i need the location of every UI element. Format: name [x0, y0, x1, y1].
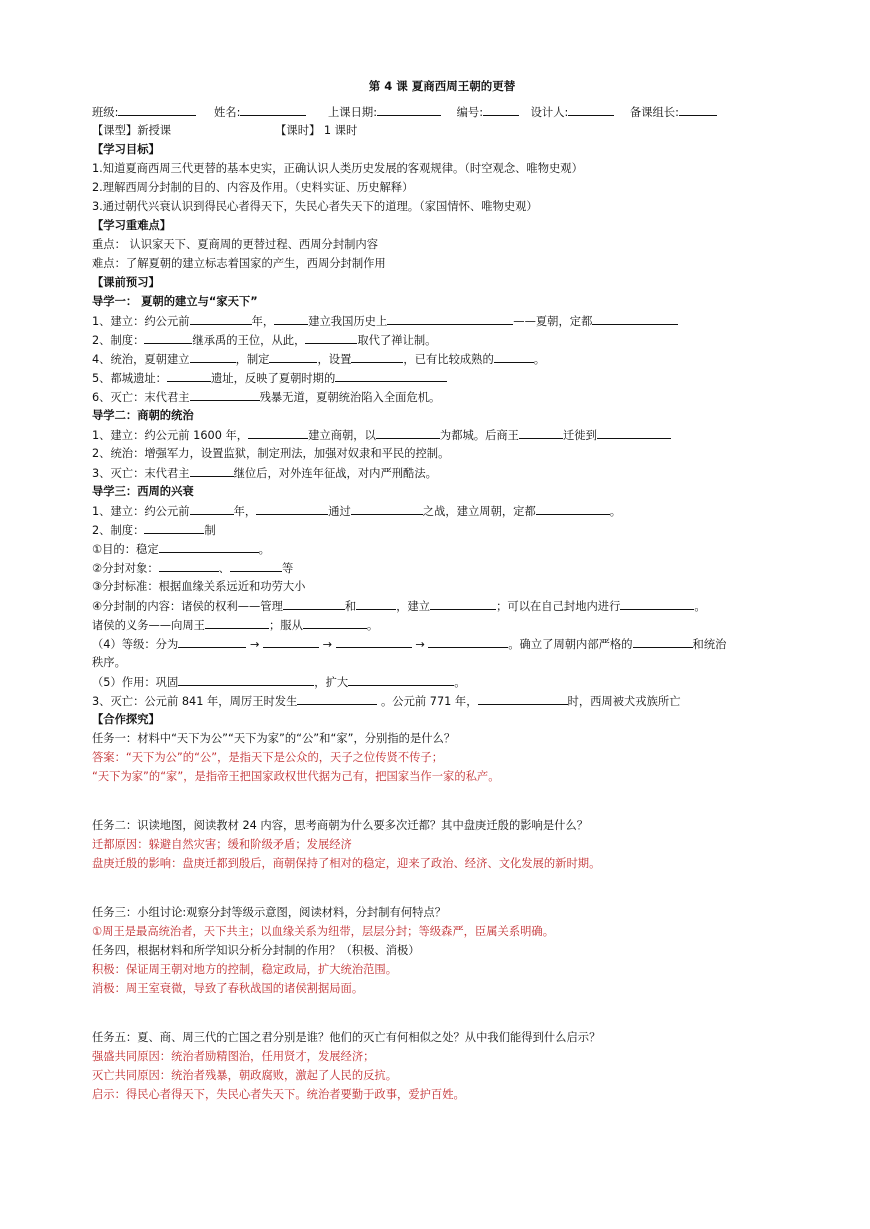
task-2-answer-1: 迁都原因：躲避自然灾害；缓和阶级矛盾；发展经济	[92, 838, 352, 851]
task-1-answer-1: 答案：“天下为公”的“公”，是指天下是公众的，天子之位传贤不传子；	[92, 751, 444, 764]
blank-designer[interactable]	[568, 102, 614, 116]
guide-3-targets: ②分封对象： 、 等	[92, 558, 792, 577]
worksheet	[92, 76, 792, 1104]
section-cooperation: 【合作探究】	[92, 713, 160, 726]
task-5-question: 任务五：夏、商、周三代的亡国之君分别是谁？他们的灭亡有何相似之处？从中我们能得到什么启示？	[92, 1031, 601, 1044]
section-key-points: 【学习重难点】	[92, 219, 172, 232]
lesson-title: 第 4 课 夏商西周王朝的更替	[368, 79, 516, 93]
guide-3-levels-cont: 秩序。	[92, 656, 126, 669]
course-type-row: 【课型】新授课 【课时】 1 课时	[92, 124, 358, 137]
blank-name[interactable]	[240, 102, 306, 116]
info-row: 班级: 姓名: 上课日期: 编号: 设计人: 备课组长:	[92, 102, 792, 121]
guide-2-item-3: 3、灭亡：末代君主 继位后，对外连年征战，对内严刑酷法。	[92, 463, 792, 482]
task-5-answer-2: 灭亡共同原因：统治者残暴，朝政腐败，激起了人民的反抗。	[92, 1069, 398, 1082]
guide-3-effect: （5）作用：巩固 ，扩大 。	[92, 672, 792, 691]
task-1-question: 任务一：材料中“天下为公”“天下为家”的“公”和“家”，分别指的是什么？	[92, 732, 456, 745]
guide-2-title: 导学二：商朝的统治	[92, 409, 194, 422]
task-2-answer-2: 盘庚迁殷的影响：盘庚迁都到殷后，商朝保持了相对的稳定，迎来了政治、经济、文化发展的新时期。	[92, 857, 601, 870]
goal-3: 3.通过朝代兴衰认识到得民心者得天下，失民心者失天下的道理。（家国情怀、唯物史观）	[92, 200, 538, 213]
guide-2-item-1: 1、建立：约公元前 1600 年， 建立商朝，以 为都城。后商王 迁徙到	[92, 425, 792, 444]
guide-3-fall: 3、灭亡：公元前 841 年，周厉王时发生 。公元前 771 年， 时，西周被犬戎族所亡	[92, 691, 792, 710]
goal-2: 2.理解西周分封制的目的、内容及作用。（史料实证、历史解释）	[92, 181, 414, 194]
task-4-answer-negative: 消极：周王室衰微，导致了春秋战国的诸侯割据局面。	[92, 982, 364, 995]
guide-1-item-6: 6、灭亡：末代君主 残暴无道，夏朝统治陷入全面危机。	[92, 387, 792, 406]
guide-1-item-5: 5、都城遗址： 遗址，反映了夏朝时期的	[92, 368, 792, 387]
task-3-question: 任务三：小组讨论:观察分封等级示意图，阅读材料，分封制有何特点？	[92, 906, 447, 919]
task-3-answer: ①周王是最高统治者，天下共主；以血缘关系为纽带，层层分封；等级森严，臣属关系明确。	[92, 925, 555, 938]
blank-class[interactable]	[118, 102, 196, 116]
guide-1-item-2: 2、制度： 继承禹的王位，从此， 取代了禅让制。	[92, 330, 792, 349]
blank-number[interactable]	[483, 102, 519, 116]
guide-1-item-4: 4、统治，夏朝建立 ，制定 ，设置 ，已有比较成熟的 。	[92, 349, 792, 368]
guide-3-duty: 诸侯的义务——向周王 ；服从 。	[92, 615, 792, 634]
blank-date[interactable]	[377, 102, 441, 116]
guide-3-purpose: ①目的：稳定 。	[92, 539, 792, 558]
guide-2-item-2: 2、统治：增强军力，设置监狱，制定刑法，加强对奴隶和平民的控制。	[92, 447, 450, 460]
guide-1-title: 导学一： 夏朝的建立与“家天下”	[92, 295, 258, 308]
guide-3-levels: （4）等级：分为 → → → 。确立了周朝内部严格的 和统治	[92, 634, 792, 653]
guide-3-item-2: 2、制度： 制	[92, 520, 792, 539]
guide-3-item-1: 1、建立：约公元前 年， 通过 之战，建立周朝，定都 。	[92, 501, 792, 520]
task-2-question: 任务二：识读地图，阅读教材 24 内容，思考商朝为什么要多次迁都？其中盘庚迁殷的影响是什么？	[92, 819, 589, 832]
task-5-answer-3: 启示：得民心者得天下，失民心者失天下。统治者要勤于政事，爱护百姓。	[92, 1088, 465, 1101]
section-preview: 【课前预习】	[92, 276, 160, 289]
goal-1: 1.知道夏商西周三代更替的基本史实，正确认识人类历史发展的客观规律。（时空观念、唯物史观）	[92, 162, 583, 175]
task-4-question: 任务四，根据材料和所学知识分析分封制的作用？（积极、消极）	[92, 944, 420, 957]
guide-1-item-1: 1、建立：约公元前 年， 建立我国历史上 ——夏朝，定都	[92, 311, 792, 330]
blank-leader[interactable]	[679, 102, 717, 116]
task-1-answer-2: “天下为家”的“家”，是指帝王把国家政权世代据为己有，把国家当作一家的私产。	[92, 770, 500, 783]
key-point: 重点： 认识家天下、夏商周的更替过程、西周分封制内容	[92, 238, 379, 251]
section-goals: 【学习目标】	[92, 143, 160, 156]
guide-3-title: 导学三：西周的兴衰	[92, 485, 194, 498]
guide-3-content: ④分封制的内容：诸侯的权利——管理 和 ，建立 ；可以在自己封地内进行 。	[92, 596, 792, 615]
task-4-answer-positive: 积极：保证周王朝对地方的控制，稳定政局，扩大统治范围。	[92, 963, 398, 976]
guide-3-standard: ③分封标准：根据血缘关系远近和功劳大小	[92, 580, 306, 593]
difficult-point: 难点：了解夏朝的建立标志着国家的产生，西周分封制作用	[92, 257, 386, 270]
task-5-answer-1: 强盛共同原因：统治者励精图治，任用贤才，发展经济；	[92, 1050, 375, 1063]
